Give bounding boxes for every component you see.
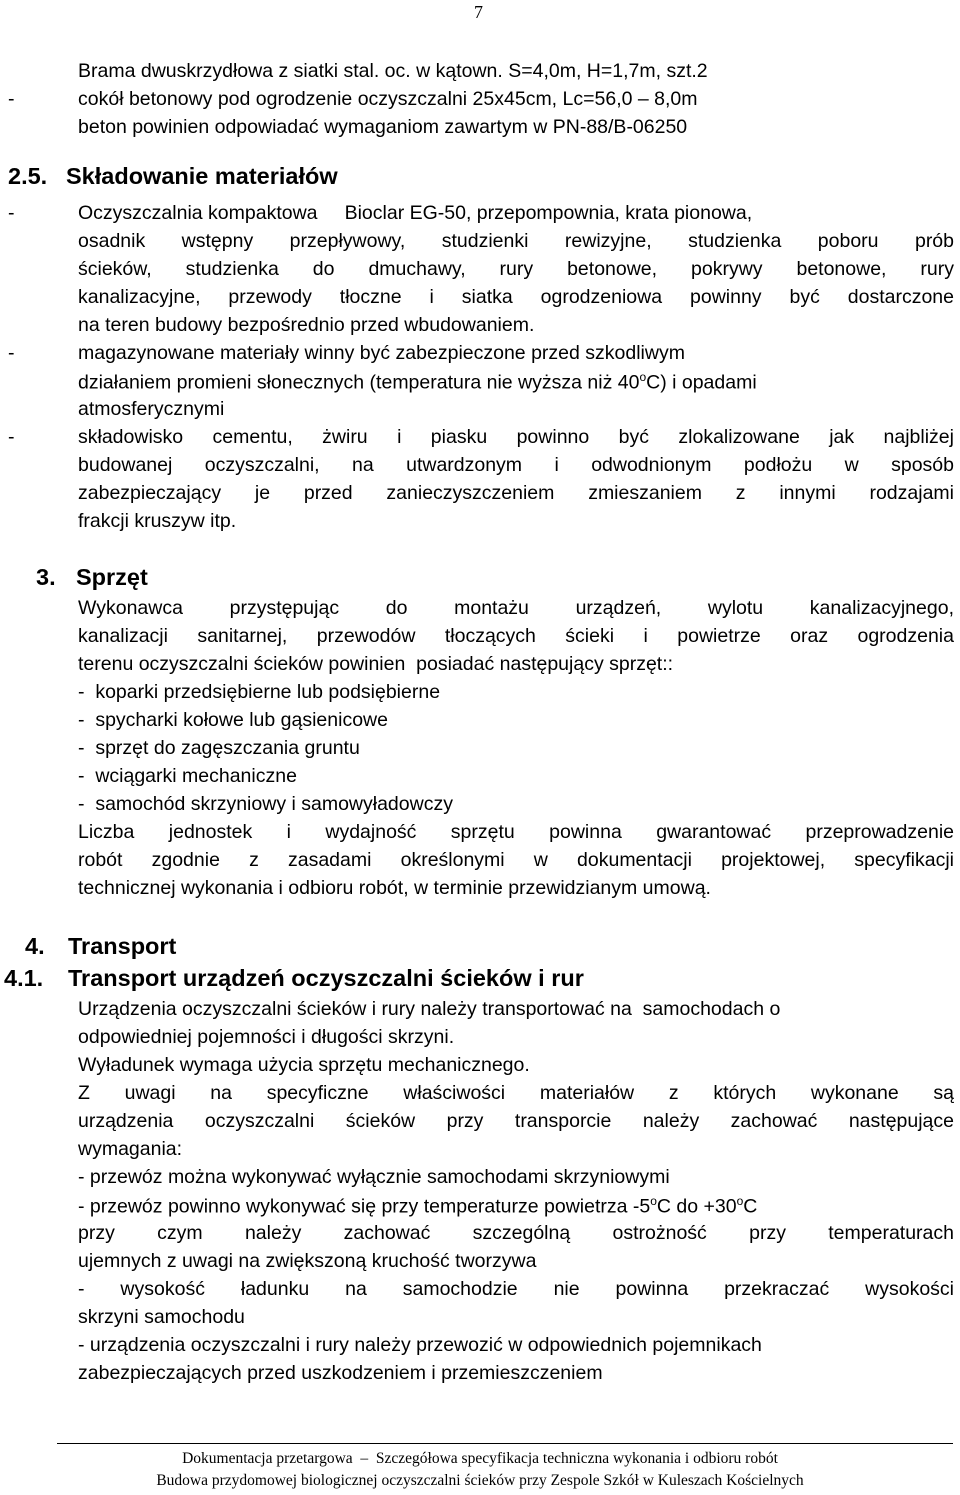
intro-line-1: Brama dwuskrzydłowa z siatki stal. oc. w kątown. S=4,0m, H=1,7m, szt.2 (78, 60, 708, 82)
text-segment: C do +30 (656, 1195, 737, 1218)
storage-item-1-line-1: Oczyszczalnia kompaktowa Bioclar EG-50, przepompownia, krata pionowa, (78, 202, 753, 224)
section-title: Sprzęt (76, 564, 148, 590)
transport-line-8: przy czym należy zachować szczególną ostrożność przy temperaturach (78, 1222, 954, 1244)
text-segment: działaniem promieni słonecznych (temperatura nie wyższa niż 40 (78, 371, 640, 394)
list-dash: - (8, 426, 15, 448)
section-title: Składowanie materiałów (66, 163, 338, 189)
storage-item-3-line-2: budowanej oczyszczalni, na utwardzonym i odwodnionym podłożu w sposób (78, 454, 954, 476)
intro-line-2: cokół betonowy pod ogrodzenie oczyszczalni 25x45cm, Lc=56,0 – 8,0m (78, 88, 698, 110)
section-number: 3. (36, 564, 56, 590)
storage-item-1-line-3: ścieków, studzienka do dmuchawy, rury betonowe, pokrywy betonowe, rury (78, 258, 954, 280)
degree-superscript: o (650, 1194, 657, 1208)
section-number: 2.5. (8, 163, 48, 189)
equipment-para-line-1: Wykonawca przystępując do montażu urządzeń, wylotu kanalizacyjnego, (78, 597, 954, 619)
text-segment: - przewóz powinno wykonywać się przy temperaturze powietrza -5 (78, 1195, 651, 1218)
footer-divider (57, 1443, 953, 1444)
storage-item-2-line-3: atmosferycznymi (78, 398, 225, 420)
transport-line-10: - wysokość ładunku na samochodzie nie powinna przekraczać wysokości (78, 1278, 954, 1300)
intro-dash: - (8, 88, 15, 110)
equipment-para-line-2: kanalizacji sanitarnej, przewodów tłoczących ścieki i powietrze oraz ogrodzenia (78, 625, 954, 647)
text-segment: C) i opadami (646, 371, 757, 394)
transport-line-5: urządzenia oczyszczalni ścieków przy transporcie należy zachować następujące (78, 1110, 954, 1132)
list-dash: - (8, 202, 15, 224)
footer-line-2: Budowa przydomowej biologicznej oczyszczalni ścieków przy Zespole Szkół w Kuleszach Kościelnych (156, 1472, 804, 1489)
equipment-list-item: - sprzęt do zagęszczania gruntu (78, 737, 360, 759)
list-dash: - (8, 342, 15, 364)
storage-item-1-line-2: osadnik wstępny przepływowy, studzienki rewizyjne, studzienka poboru prób (78, 230, 954, 252)
equipment-list-item: - wciągarki mechaniczne (78, 765, 297, 787)
transport-line-3: Wyładunek wymaga użycia sprzętu mechanicznego. (78, 1054, 530, 1076)
section-title: Transport (68, 933, 177, 959)
storage-item-3-line-4: frakcji kruszyw itp. (78, 510, 237, 532)
storage-item-3-line-1: składowisko cementu, żwiru i piasku powinno być zlokalizowane jak najbliżej (78, 426, 954, 448)
transport-temperature-line (78, 1194, 757, 1219)
transport-line-7: - przewóz można wykonywać wyłącznie samochodami skrzyniowymi (78, 1166, 670, 1188)
equipment-list-item: - spycharki kołowe lub gąsienicowe (78, 709, 388, 731)
section-number: 4.1. (4, 965, 44, 991)
storage-item-1-line-4: kanalizacyjne, przewody tłoczne i siatka ogrodzeniowa powinny być dostarczone (78, 286, 954, 308)
degree-superscript: o (639, 370, 647, 384)
transport-line-11: skrzyni samochodu (78, 1306, 245, 1328)
transport-line-4: Z uwagi na specyficzne właściwości materiałów z których wykonane są (78, 1082, 954, 1104)
intro-line-3: beton powinien odpowiadać wymaganiom zawartym w PN-88/B-06250 (78, 116, 688, 138)
equipment-closing-line-2: robót zgodnie z zasadami określonymi w dokumentacji projektowej, specyfikacji (78, 849, 954, 871)
storage-item-1-line-5: na teren budowy bezpośrednio przed wbudowaniem. (78, 314, 535, 336)
transport-line-1: Urządzenia oczyszczalni ścieków i rury należy transportować na samochodach o (78, 998, 781, 1020)
equipment-para-line-3: terenu oczyszczalni ścieków powinien posiadać następujący sprzęt:: (78, 653, 674, 675)
equipment-closing-line-3: technicznej wykonania i odbioru robót, w terminie przewidzianym umową. (78, 877, 711, 899)
transport-line-6: wymagania: (78, 1138, 183, 1160)
transport-line-12: - urządzenia oczyszczalni i rury należy przewozić w odpowiednich pojemnikach (78, 1334, 762, 1356)
transport-line-13: zabezpieczających przed uszkodzeniem i przemieszczeniem (78, 1362, 603, 1384)
storage-item-2-line-1: magazynowane materiały winny być zabezpieczone przed szkodliwym (78, 342, 685, 364)
equipment-list-item: - koparki przedsiębierne lub podsiębierne (78, 681, 441, 703)
degree-superscript: o (736, 1194, 744, 1208)
equipment-closing-line-1: Liczba jednostek i wydajność sprzętu powinna gwarantować przeprowadzenie (78, 821, 954, 843)
storage-item-2-line-2 (78, 370, 757, 395)
transport-line-2: odpowiedniej pojemności i długości skrzyni. (78, 1026, 455, 1048)
footer-line-1: Dokumentacja przetargowa – Szczegółowa specyfikacja techniczna wykonania i odbioru robót (182, 1450, 778, 1467)
transport-line-9: ujemnych z uwagi na zwiększoną kruchość tworzywa (78, 1250, 537, 1272)
storage-item-3-line-3: zabezpieczający je przed zanieczyszczeniem zmieszaniem z innymi rodzajami (78, 482, 954, 504)
text-segment: C (743, 1195, 758, 1218)
page-number: 7 (474, 2, 483, 22)
section-number: 4. (25, 933, 45, 959)
section-title: Transport urządzeń oczyszczalni ścieków i rur (68, 965, 584, 991)
equipment-list-item: - samochód skrzyniowy i samowyładowczy (78, 793, 453, 815)
